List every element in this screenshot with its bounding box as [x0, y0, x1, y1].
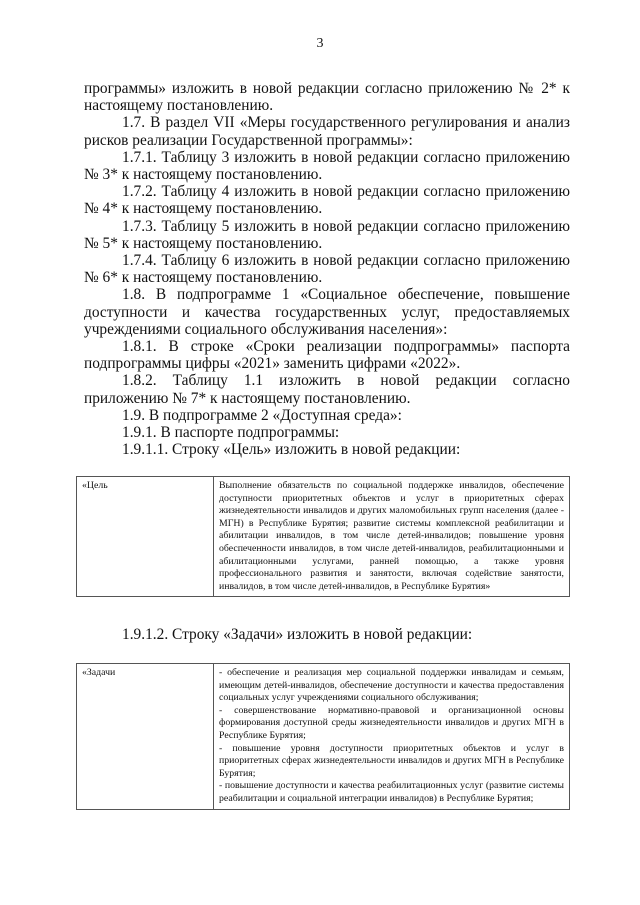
tasks-label: «Задачи	[77, 664, 214, 810]
tasks-heading: 1.9.1.2. Строку «Задачи» изложить в новой редакции:	[122, 626, 473, 643]
tasks-cell	[214, 664, 570, 810]
paragraph: 1.9.1.1. Строку «Цель» изложить в новой редакции:	[122, 441, 461, 459]
goal-cell	[214, 477, 570, 597]
task-item: - совершенствование нормативно-правовой и организационной основы формирования доступной среды жизнедеятельности инвалидов и других МГН в Республике Бурятия;	[219, 704, 564, 741]
paragraph: 1.7. В раздел VII «Меры государственного регулирования и анализ рисков реализации Государственной программы»:	[84, 114, 570, 149]
paragraph: 1.7.1. Таблицу 3 изложить в новой редакции согласно приложению № 3* к настоящему постановлению.	[84, 148, 570, 184]
paragraph: 1.8. В подпрограмме 1 «Социальное обеспечение, повышение доступности и качества государственных услуг, предоставляемых учреждениями социального обслуживания населения»:	[84, 286, 570, 338]
goal-text: Выполнение обязательств по социальной поддержке инвалидов, обеспечение доступности приоритетных объектов и услуг в приоритетных сферах жизнедеятельности инвалидов и других маломобильных групп населения (далее - МГН) в Республике Бурятия; развитие системы комплексной реабилитации и абилитации инвалидов, в том числе детей-инвалидов; повышение уровня обеспеченности инвалидов, в том числе детей-инвалидов, реабилитационными и абилитационными услугами, ранней помощью, а также уровня профессионального развития и занятости, включая содействие занятости, инвалидов, в том числе детей-инвалидов, в Республике Бурятия»	[219, 480, 564, 592]
task-item: - повышение уровня доступности приоритетных объектов и услуг в приоритетных сферах жизнедеятельности инвалидов и других МГН в Республике Бурятия;	[219, 742, 564, 779]
paragraph: 1.8.2. Таблицу 1.1 изложить в новой редакции согласно приложению № 7* к настоящему постановлению.	[84, 372, 570, 407]
tasks-table	[76, 663, 570, 810]
decree-text	[84, 80, 570, 458]
paragraph: программы» изложить в новой редакции согласно приложению № 2* к настоящему постановлению.	[84, 80, 570, 115]
paragraph: 1.7.2. Таблицу 4 изложить в новой редакции согласно приложению № 4* к настоящему постановлению.	[84, 183, 570, 218]
paragraph: 1.7.3. Таблицу 5 изложить в новой редакции согласно приложению № 5* к настоящему постановлению.	[84, 217, 570, 252]
table-row	[77, 664, 570, 810]
goal-table	[76, 476, 570, 597]
task-item: - обеспечение и реализация мер социальной поддержки инвалидам и семьям, имеющим детей-инвалидов, обеспечение доступности и качества предоставления социальных услуг учреждениями социального обслуживания;	[219, 667, 564, 704]
paragraph: 1.9. В подпрограмме 2 «Доступная среда»:	[122, 406, 402, 424]
paragraph: 1.9.1. В паспорте подпрограммы:	[122, 424, 340, 442]
page-number: 3	[316, 36, 324, 51]
goal-label: «Цель	[77, 477, 214, 597]
paragraph: 1.8.1. В строке «Сроки реализации подпрограммы» паспорта подпрограммы цифры «2021» заменить цифрами «2022».	[84, 338, 570, 373]
paragraph: 1.7.4. Таблицу 6 изложить в новой редакции согласно приложению № 6* к настоящему постановлению.	[84, 252, 570, 287]
table-row	[77, 477, 570, 597]
task-item: - повышение доступности и качества реабилитационных услуг (развитие системы реабилитации и социальной интеграции инвалидов) в Республике Бурятия;	[219, 780, 564, 804]
